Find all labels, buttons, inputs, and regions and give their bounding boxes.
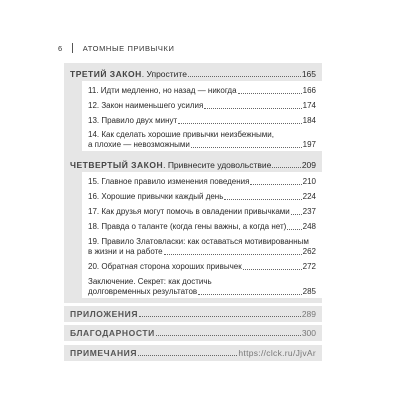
- toc-section-appendix[interactable]: ПРИЛОЖЕНИЯ 289: [70, 309, 316, 319]
- toc-entry[interactable]: 17. Как друзья могут помочь в овладении привычками 237: [88, 207, 316, 216]
- toc-entry[interactable]: 11. Идти медленно, но назад — никогда 166: [88, 86, 316, 95]
- toc-entry-line1[interactable]: 19. Правило Златовласки: как оставаться мотивированным: [88, 237, 309, 246]
- part3-heading[interactable]: ТРЕТИЙ ЗАКОН. Упростите 165: [70, 69, 316, 79]
- header-divider: [72, 43, 73, 53]
- toc-entry[interactable]: 12. Закон наименьшего усилия 174: [88, 101, 316, 110]
- toc-entry-line1[interactable]: 14. Как сделать хорошие привычки неизбежными,: [88, 130, 274, 139]
- toc-entry[interactable]: в жизни и на работе 262: [88, 247, 316, 256]
- toc-entry[interactable]: 16. Хорошие привычки каждый день 224: [88, 192, 316, 201]
- toc-section-notes[interactable]: ПРИМЕЧАНИЯ https://clck.ru/JjvAr: [70, 348, 316, 358]
- toc-entry[interactable]: 20. Обратная сторона хороших привычек 272: [88, 262, 316, 271]
- toc-section-acknowledgments[interactable]: БЛАГОДАРНОСТИ 300: [70, 328, 316, 338]
- toc-entry[interactable]: а плохие — невозможными 197: [88, 140, 316, 149]
- toc-entry[interactable]: 13. Правило двух минут 184: [88, 116, 316, 125]
- part4-heading[interactable]: ЧЕТВЕРТЫЙ ЗАКОН. Привнесите удовольствие 209: [70, 160, 316, 170]
- book-title: АТОМНЫЕ ПРИВЫЧКИ: [82, 43, 175, 53]
- toc-entry-line1[interactable]: Заключение. Секрет: как достичь: [88, 277, 212, 286]
- running-header: [58, 43, 174, 53]
- toc-entry[interactable]: 15. Главное правило изменения поведения 210: [88, 177, 316, 186]
- notes-link[interactable]: https://clck.ru/JjvAr: [238, 348, 316, 358]
- page-number: 6: [58, 43, 63, 53]
- toc-entry[interactable]: долговременных результатов 285: [88, 287, 316, 296]
- toc-entry[interactable]: 18. Правда о таланте (когда гены важны, а когда нет) 248: [88, 222, 316, 231]
